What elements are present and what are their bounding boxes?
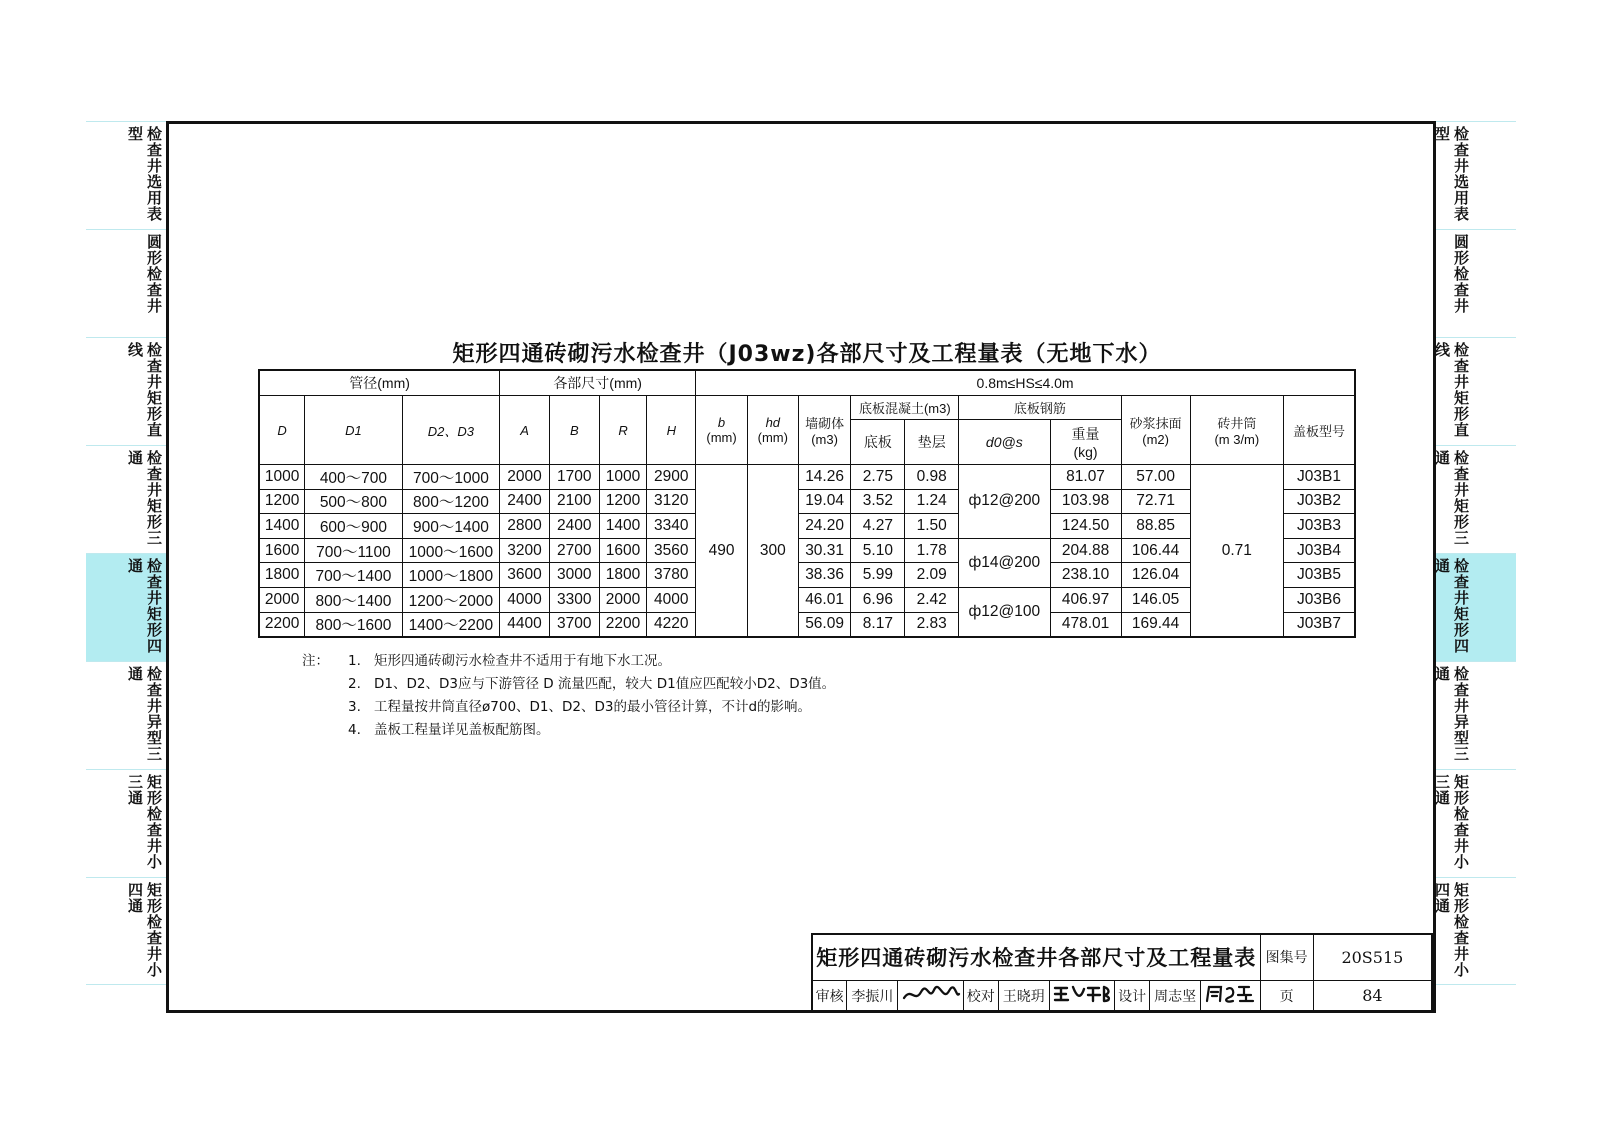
cell-masonry: 38.36	[798, 563, 851, 588]
cell-D2D3: 1200～2000	[402, 587, 499, 612]
atlas-label: 图集号	[1260, 934, 1313, 980]
cell-slab: 4.27	[851, 514, 905, 539]
cell-H: 3560	[647, 538, 696, 563]
table-title: 矩形四通砖砌污水检查井（J03wz)各部尺寸及工程量表（无地下水）	[452, 342, 1162, 367]
cell-D2D3: 900～1400	[402, 514, 499, 539]
header-rebar: 底板钢筋	[959, 396, 1121, 420]
tab-label: 检查井矩形三通	[126, 450, 163, 546]
cell-cushion: 2.42	[905, 587, 959, 612]
cell-B: 2400	[549, 514, 599, 539]
cell-weight: 478.01	[1050, 612, 1121, 637]
header-shaft	[1190, 396, 1283, 465]
cell-A: 2400	[500, 489, 550, 514]
cell-A: 3600	[500, 563, 550, 588]
cell-slab: 3.52	[851, 489, 905, 514]
cell-D: 1800	[259, 563, 305, 588]
cell-cushion: 1.24	[905, 489, 959, 514]
header-H: H	[647, 396, 696, 465]
cell-cover: J03B5	[1284, 563, 1355, 588]
header-D1: D1	[305, 396, 402, 465]
header-plaster-unit: (m2)	[1142, 432, 1169, 447]
cell-plaster: 169.44	[1121, 612, 1190, 637]
tab-label: 矩形检查井小四通	[126, 882, 163, 978]
header-b-unit: (mm)	[706, 430, 737, 445]
header-weight-label: 重量	[1071, 426, 1100, 442]
cell-weight: 406.97	[1050, 587, 1121, 612]
tab-label: 矩形检查井小三通	[1433, 774, 1470, 870]
cell-B: 3000	[549, 563, 599, 588]
note-text: 矩形四通砖砌污水检查井不适用于有地下水工况。	[374, 653, 671, 669]
cell-plaster: 106.44	[1121, 538, 1190, 563]
cell-D2D3: 1000～1800	[402, 563, 499, 588]
tab-label: 圆形检查井	[145, 234, 163, 314]
header-cushion: 垫层	[905, 420, 959, 465]
cell-cover: J03B3	[1284, 514, 1355, 539]
tab-rect-straight[interactable]	[1433, 337, 1516, 445]
cell-weight: 238.10	[1050, 563, 1121, 588]
cell-cushion: 1.78	[905, 538, 959, 563]
cell-B: 1700	[549, 465, 599, 490]
cell-slab: 5.99	[851, 563, 905, 588]
cell-R: 1200	[599, 489, 647, 514]
header-hd-unit: (mm)	[757, 430, 788, 445]
cell-B: 3300	[549, 587, 599, 612]
header-concrete: 底板混凝土(m3)	[851, 396, 959, 420]
tab-label: 矩形检查井小四通	[1433, 882, 1470, 978]
cell-slab: 2.75	[851, 465, 905, 490]
header-shaft-label: 砖井筒	[1217, 416, 1257, 431]
tab-rect-three-way[interactable]	[86, 445, 166, 553]
tab-label: 检查井异型三通	[126, 666, 163, 762]
cell-slab: 8.17	[851, 612, 905, 637]
cell-plaster: 72.71	[1121, 489, 1190, 514]
cell-A: 3200	[500, 538, 550, 563]
cell-A: 2800	[500, 514, 550, 539]
review-signature	[898, 980, 963, 1012]
header-d0s: d0@s	[959, 420, 1050, 465]
cell-D: 2000	[259, 587, 305, 612]
cell-H: 2900	[647, 465, 696, 490]
tab-rect-four-way[interactable]	[1433, 553, 1516, 661]
note-number: 1.	[348, 653, 361, 669]
cell-cushion: 0.98	[905, 465, 959, 490]
cell-B: 2100	[549, 489, 599, 514]
header-shaft-unit: (m 3/m)	[1214, 432, 1260, 447]
cell-plaster: 126.04	[1121, 563, 1190, 588]
cell-b-merged: 490	[696, 465, 748, 638]
design-signature-icon	[1203, 983, 1257, 1005]
quantity-table	[258, 369, 1356, 638]
header-range-group: 0.8m≤HS≤4.0m	[696, 370, 1355, 396]
cell-cover: J03B6	[1284, 587, 1355, 612]
cell-H: 3120	[647, 489, 696, 514]
header-masonry	[798, 396, 851, 465]
note-number: 2.	[348, 676, 361, 692]
header-pipe-group: 管径(mm)	[259, 370, 500, 396]
note-text: D1、D2、D3应与下游管径 D 流量匹配，较大 D1值应匹配较小D2、D3值。	[374, 676, 836, 692]
cell-R: 2000	[599, 587, 647, 612]
cell-D2D3: 1000～1600	[402, 538, 499, 563]
cell-D: 1000	[259, 465, 305, 490]
cell-cover: J03B1	[1284, 465, 1355, 490]
cell-rebar-c: ф12@100	[959, 587, 1050, 637]
cell-masonry: 24.20	[798, 514, 851, 539]
tab-label: 检查井矩形四通	[1433, 558, 1470, 654]
cell-masonry: 46.01	[798, 587, 851, 612]
tab-label: 检查井选用表型	[126, 126, 163, 222]
cell-R: 1400	[599, 514, 647, 539]
check-signature	[1049, 980, 1114, 1012]
tab-rect-small-three-way[interactable]	[1433, 769, 1516, 877]
check-label: 校对	[963, 980, 998, 1012]
tab-label: 矩形检查井小三通	[126, 774, 163, 870]
cell-shaft-merged: 0.71	[1190, 465, 1283, 638]
cell-rebar-a: ф12@200	[959, 465, 1050, 539]
review-label: 审核	[812, 980, 847, 1012]
notes	[302, 650, 835, 742]
header-weight	[1050, 420, 1121, 465]
cell-plaster: 57.00	[1121, 465, 1190, 490]
cell-weight: 81.07	[1050, 465, 1121, 490]
cell-D1: 600～900	[305, 514, 402, 539]
page-number: 84	[1313, 980, 1432, 1012]
cell-D2D3: 700～1000	[402, 465, 499, 490]
tab-label: 检查井矩形直线	[126, 342, 163, 438]
header-b	[696, 396, 748, 465]
note-number: 3.	[348, 699, 361, 715]
header-weight-unit: (kg)	[1073, 444, 1098, 460]
check-name: 王晓玥	[998, 980, 1049, 1012]
notes-lead: 注：	[302, 653, 329, 669]
tab-rect-three-way[interactable]	[1433, 445, 1516, 553]
cell-slab: 6.96	[851, 587, 905, 612]
cell-H: 4220	[647, 612, 696, 637]
cell-H: 4000	[647, 587, 696, 612]
design-label: 设计	[1115, 980, 1150, 1012]
cell-A: 4400	[500, 612, 550, 637]
cell-plaster: 146.05	[1121, 587, 1190, 612]
header-R: R	[599, 396, 647, 465]
tab-round-well[interactable]	[86, 229, 166, 337]
cell-weight: 204.88	[1050, 538, 1121, 563]
cell-D1: 400～700	[305, 465, 402, 490]
header-hd	[747, 396, 798, 465]
cell-H: 3340	[647, 514, 696, 539]
cell-D2D3: 800～1200	[402, 489, 499, 514]
cell-D1: 800～1400	[305, 587, 402, 612]
design-signature	[1201, 980, 1260, 1012]
review-signature-icon	[901, 983, 961, 1005]
header-plaster-label: 砂浆抹面	[1129, 416, 1182, 431]
table-row	[259, 465, 1355, 490]
cell-D1: 500～800	[305, 489, 402, 514]
atlas-number: 20S515	[1313, 934, 1432, 980]
cell-D: 1400	[259, 514, 305, 539]
cell-masonry: 14.26	[798, 465, 851, 490]
cell-D1: 700～1400	[305, 563, 402, 588]
design-name: 周志坚	[1150, 980, 1201, 1012]
note-item	[302, 673, 835, 696]
tab-label: 圆形检查井	[1452, 234, 1470, 314]
tab-special-three-way[interactable]	[86, 661, 166, 769]
cell-D2D3: 1400～2200	[402, 612, 499, 637]
cell-cushion: 2.83	[905, 612, 959, 637]
tab-label: 检查井矩形三通	[1433, 450, 1470, 546]
page-label: 页	[1260, 980, 1313, 1012]
cell-masonry: 56.09	[798, 612, 851, 637]
tab-rect-four-way[interactable]	[86, 553, 166, 661]
cell-B: 2700	[549, 538, 599, 563]
cell-B: 3700	[549, 612, 599, 637]
title-block	[811, 933, 1433, 1013]
cell-D: 1600	[259, 538, 305, 563]
tab-rect-small-three-way[interactable]	[86, 769, 166, 877]
cell-A: 2000	[500, 465, 550, 490]
header-masonry-label: 墙砌体	[805, 416, 845, 431]
cell-slab: 5.10	[851, 538, 905, 563]
tab-label: 检查井选用表型	[1433, 126, 1470, 222]
cell-weight: 124.50	[1050, 514, 1121, 539]
note-text: 盖板工程量详见盖板配筋图。	[374, 722, 550, 738]
cell-weight: 103.98	[1050, 489, 1121, 514]
header-dims-group: 各部尺寸(mm)	[500, 370, 696, 396]
cell-hd-merged: 300	[747, 465, 798, 638]
cell-masonry: 30.31	[798, 538, 851, 563]
cell-cushion: 1.50	[905, 514, 959, 539]
header-D: D	[259, 396, 305, 465]
header-slab: 底板	[851, 420, 905, 465]
title-block-title: 矩形四通砖砌污水检查井各部尺寸及工程量表	[812, 934, 1260, 980]
cell-A: 4000	[500, 587, 550, 612]
note-item	[302, 650, 835, 673]
review-name: 李振川	[847, 980, 898, 1012]
header-b-symbol: b	[717, 415, 726, 430]
header-hd-symbol: hd	[765, 415, 781, 430]
header-D2D3: D2、D3	[402, 396, 499, 465]
header-cover: 盖板型号	[1284, 396, 1355, 465]
tab-selection-table[interactable]	[86, 121, 166, 229]
cell-cover: J03B2	[1284, 489, 1355, 514]
cell-D1: 800～1600	[305, 612, 402, 637]
cell-R: 1800	[599, 563, 647, 588]
tab-label: 检查井矩形四通	[126, 558, 163, 654]
tab-rect-small-four-way[interactable]	[1433, 877, 1516, 985]
header-B: B	[549, 396, 599, 465]
cell-cover: J03B4	[1284, 538, 1355, 563]
cell-cover: J03B7	[1284, 612, 1355, 637]
tab-rect-straight[interactable]	[86, 337, 166, 445]
tab-round-well[interactable]	[1436, 229, 1516, 337]
tab-special-three-way[interactable]	[1433, 661, 1516, 769]
cell-rebar-b: ф14@200	[959, 538, 1050, 587]
cell-plaster: 88.85	[1121, 514, 1190, 539]
cell-D: 2200	[259, 612, 305, 637]
tab-rect-small-four-way[interactable]	[86, 877, 166, 985]
cell-masonry: 19.04	[798, 489, 851, 514]
header-A: A	[500, 396, 550, 465]
cell-D1: 700～1100	[305, 538, 402, 563]
note-item	[302, 719, 835, 742]
note-item	[302, 696, 835, 719]
cell-R: 1600	[599, 538, 647, 563]
header-plaster	[1121, 396, 1190, 465]
note-text: 工程量按井筒直径ø700、D1、D2、D3的最小管径计算，不计d的影响。	[374, 699, 812, 715]
cell-H: 3780	[647, 563, 696, 588]
cell-R: 1000	[599, 465, 647, 490]
cell-cushion: 2.09	[905, 563, 959, 588]
tab-label: 检查井异型三通	[1433, 666, 1470, 762]
cell-R: 2200	[599, 612, 647, 637]
check-signature-icon	[1052, 983, 1112, 1005]
tab-label: 检查井矩形直线	[1433, 342, 1470, 438]
cell-D: 1200	[259, 489, 305, 514]
header-masonry-unit: (m3)	[811, 432, 838, 447]
tab-selection-table[interactable]	[1433, 121, 1516, 229]
note-number: 4.	[348, 722, 361, 738]
